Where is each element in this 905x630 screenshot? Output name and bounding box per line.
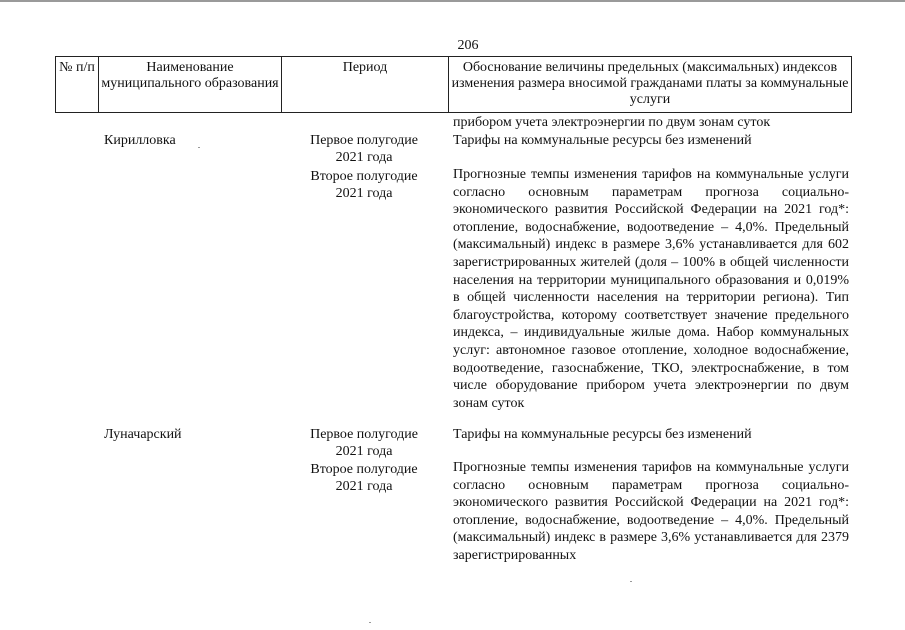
scan-top-edge-line — [0, 0, 905, 2]
municipality-name: Луначарский — [104, 427, 182, 442]
period-second-half: Второе полугодие 2021 года — [310, 462, 418, 494]
page-number: 206 — [457, 38, 479, 53]
justification-paragraph: Прогнозные темпы изменения тарифов на коммунальные услуги согласно основным параметрам прогноза социально-экономического развития Российской Федерации на 2021 год*: отопление, водоснабжение, водоотведение – 4,0%. Предельный (максимальный) индекс в размере 3,6% устанавливается для 2379 зарегистрированных — [453, 460, 849, 563]
scan-speck — [198, 147, 200, 148]
justification-paragraph: Прогнозные темпы изменения тарифов на коммунальные услуги согласно основным параметрам прогноза социально-экономического развития Российской Федерации на 2021 год*: отопление, водоснабжение, водоотведение – 4,0%. Предельный (максимальный) индекс в размере 3,6% устанавливается для 602 зарегистрированных жителей (доля – 100% в общей численности населения на территории муниципального образования и 0,019% в общей численности населения на территории региона). Тип благоустройства, которому соответствует значение предельного индекса, – индивидуальные жилые дома. Набор коммунальных услуг: автономное газовое отопление, холодное водоснабжение, водоотведение, газоснабжение, ТКО, электроснабжение, в том числе оборудование прибором учета электроэнергии по двум зонам суток — [453, 167, 849, 411]
header-col-justification: Обоснование величины предельных (максимальных) индексов изменения размера вносимой гражданами платы за коммунальные услуги — [449, 57, 852, 113]
scan-speck — [369, 622, 371, 623]
scan-speck — [630, 581, 632, 582]
period-first-half: Первое полугодие 2021 года — [310, 133, 418, 165]
table-header — [55, 56, 852, 113]
justification-text: Тарифы на коммунальные ресурсы без изменений — [453, 133, 752, 148]
period-first-half: Первое полугодие 2021 года — [310, 427, 418, 459]
justification-text: Тарифы на коммунальные ресурсы без изменений — [453, 427, 752, 442]
municipality-name: Кирилловка — [104, 133, 176, 148]
header-col-number: № п/п — [56, 57, 99, 113]
period-second-half: Второе полугодие 2021 года — [310, 169, 418, 201]
header-col-period: Период — [282, 57, 449, 113]
continuation-line: прибором учета электроэнергии по двум зонам суток — [453, 115, 771, 130]
header-col-municipality: Наименование муниципального образования — [99, 57, 282, 113]
